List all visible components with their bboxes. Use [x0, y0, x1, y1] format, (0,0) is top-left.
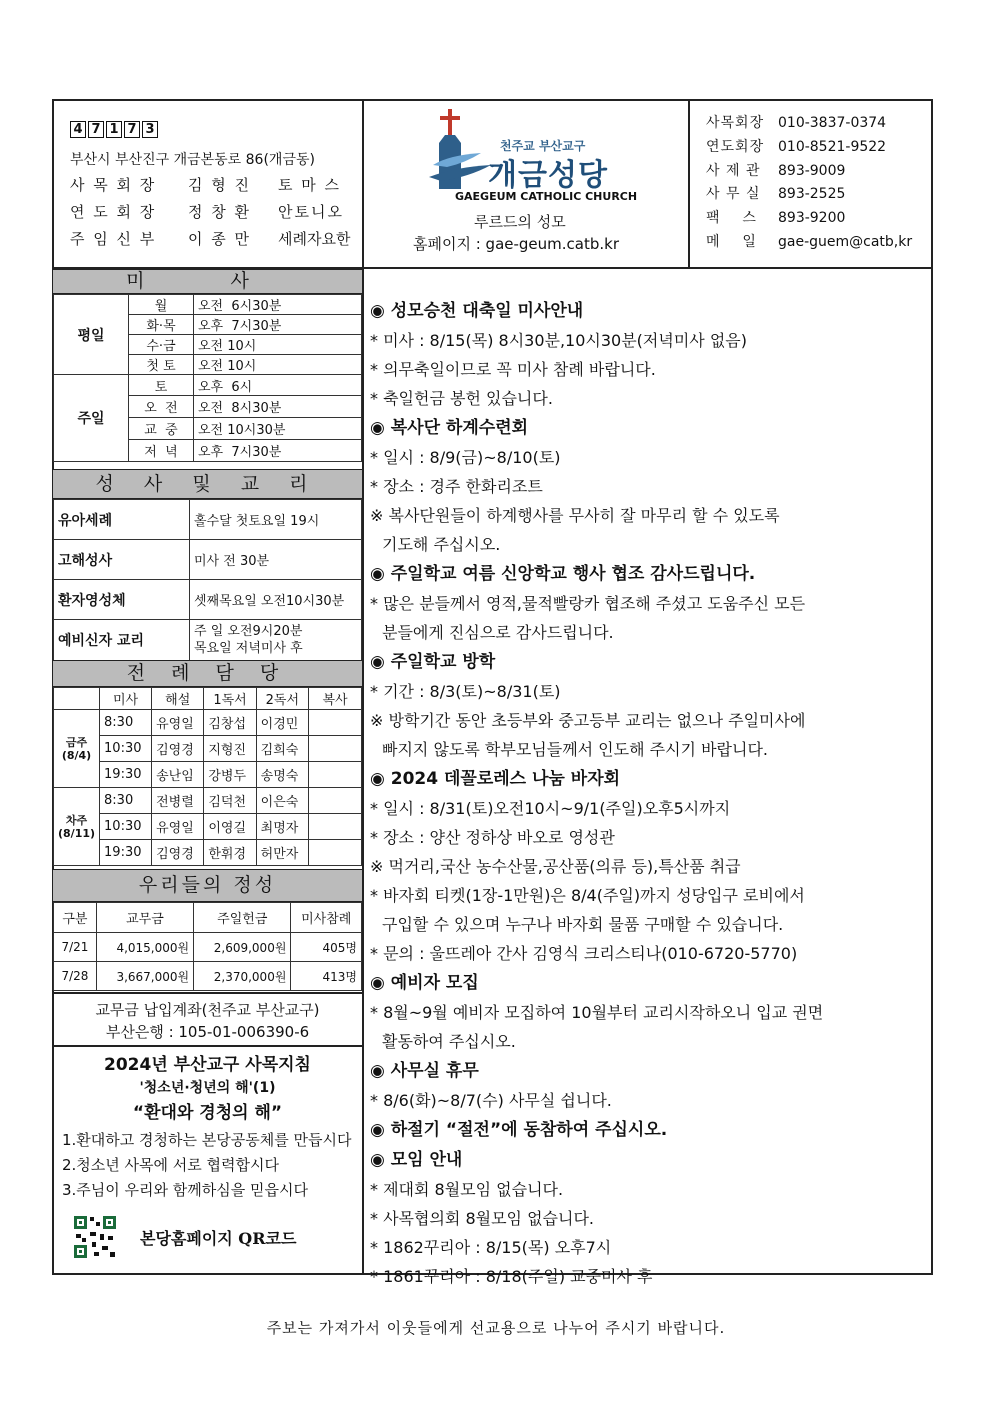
notice-line: * 일시 : 8/31(토)오전10시~9/1(주일)오후5시까지	[370, 799, 731, 818]
column-divider-left	[362, 99, 364, 1275]
notice-line: * 의무축일이므로 꼭 미사 참례 바랍니다.	[370, 360, 656, 379]
notice-line: * 많은 분들께서 영적,물적빨랑카 협조해 주셨고 도움주신 모든	[370, 594, 806, 613]
notice-line: ※ 복사단원들이 하계행사를 무사히 잘 마무리 할 수 있도록	[370, 506, 780, 525]
table-row: 7/28 3,667,000원 2,370,000원 413명	[54, 962, 362, 991]
homepage: 홈페이지 : gae-geum.catb.kr	[413, 235, 620, 253]
notice-heading: ◉ 성모승천 대축일 미사안내	[370, 301, 584, 321]
offerings-title: 우리들의 정성	[53, 869, 362, 902]
notice-line: 분들에게 진심으로 감사드립니다.	[382, 623, 614, 642]
account-bottom-line	[53, 1045, 362, 1047]
contact-row: 메 일 gae-guem@catb,kr	[706, 233, 913, 250]
notice-heading: ◉ 모임 안내	[370, 1150, 463, 1170]
notice-line: * 축일헌금 봉헌 있습니다.	[370, 389, 553, 408]
table-row: 10:30 유영일 이영길 최명자	[54, 814, 362, 840]
column-divider-right	[688, 99, 690, 267]
notice-heading: ◉ 주일학교 방학	[370, 652, 496, 672]
officer-row: 사 목 회 장 김 형 진 토 마 스	[70, 176, 342, 194]
officer-row: 연 도 회 장 정 창 환 안토니오	[70, 203, 344, 221]
notice-heading: ◉ 예비자 모집	[370, 973, 479, 993]
notice-heading: ◉ 하절기 “절전”에 동참하여 주십시오.	[370, 1120, 668, 1140]
notice-line: * 사목협의회 8월모임 없습니다.	[370, 1209, 594, 1228]
patron: 루르드의 성모	[474, 213, 566, 231]
contact-row: 사목회장 010-3837-0374	[706, 115, 887, 131]
footer-note: 주보는 가져가서 이웃들에게 선교용으로 나누어 주시기 바랍니다.	[266, 1319, 726, 1337]
sacraments-table: 유아세례 홀수달 첫토요일 19시 고해성사 미사 전 30분 환자영성체 셋째목요일 오전10시30분 예비신자 교리 주 일 오전9시20분 목요일 저녁미사 후	[53, 499, 362, 661]
mass-table: 평일 월 오전 6시30분 화·목 오후 7시30분 수·금 오전 10시 첫 토 오전 10시 주일 토 오후 6시 오 전 오전 8시30분 교 중 오전 10시30분 저 녁 오후 7시30분	[53, 294, 362, 462]
officer-row: 주 임 신 부 이 종 만 세례자요한	[70, 230, 351, 248]
diocese-name: 천주교 부산교구	[500, 139, 586, 153]
notice-line: * 1862꾸리아 : 8/15(목) 오후7시	[370, 1238, 612, 1257]
table-row: 금주(8/4) 8:30 유영일 김창섭 이경민	[54, 710, 362, 736]
liturgy-table: 미사 해설 1독서 2독서 복사 금주(8/4) 8:30 유영일 김창섭 이경민 10:30 김영경 지형진 김희숙 19:30 송난임 강병두 송명숙 차주(8/11) 8:30 전병렬 김덕천 이은숙 10:30 유영일 이영길 최명자 19:30 김영경 한휘경 허만자	[53, 687, 362, 866]
church-logo-icon	[425, 105, 495, 200]
notice-line: * 미사 : 8/15(목) 8시30분,10시30분(저녁미사 없음)	[370, 331, 747, 350]
notice-heading: ◉ 사무실 휴무	[370, 1061, 479, 1081]
zip-code: 4 7 1 7 3	[70, 121, 158, 138]
sacraments-title: 성 사 및 교 리	[53, 469, 362, 499]
guideline-items: 1.환대하고 경청하는 본당공동체를 만듭시다 2.청소년 사목에 서로 협력합시다 3.주님이 우리와 함께하심을 믿읍시다	[62, 1131, 352, 1199]
liturgy-title: 전 례 담 당	[53, 660, 362, 687]
notice-heading: ◉ 주일학교 여름 신앙학교 행사 협조 감사드립니다.	[370, 564, 756, 584]
account-info: 교무금 납입계좌(천주교 부산교구) 부산은행 : 105-01-006390-6	[95, 1001, 320, 1041]
notice-line: 기도해 주십시오.	[382, 535, 501, 554]
contact-row: 사 제 관 893-9009	[706, 162, 846, 179]
notice-line: * 바자회 티켓(1장-1만원)은 8/4(주일)까지 성당입구 로비에서	[370, 886, 805, 905]
notice-line: * 8월~9월 예비자 모집하여 10월부터 교리시작하오니 입교 권면	[370, 1003, 824, 1022]
table-row: 19:30 김영경 한휘경 허만자	[54, 840, 362, 866]
notice-line: ※ 먹거리,국산 농수산물,공산품(의류 등),특산품 취급	[370, 857, 741, 876]
notice-line: 빠지지 않도록 학부모님들께서 인도해 주시기 바랍니다.	[382, 740, 769, 759]
offerings-table: 구분 교무금 주일헌금 미사참례 7/21 4,015,000원 2,609,000원 405명 7/28 3,667,000원 2,370,000원 413명	[53, 902, 362, 991]
officer-list	[70, 174, 355, 255]
contact-row: 연도회장 010-8521-9522	[706, 138, 887, 155]
table-row: 차주(8/11) 8:30 전병렬 김덕천 이은숙	[54, 788, 362, 814]
qr-code-icon[interactable]	[72, 1214, 118, 1260]
notice-line: * 기간 : 8/3(토)~8/31(토)	[370, 682, 561, 701]
church-name: 개금성당	[488, 158, 608, 193]
contact-list	[706, 112, 912, 255]
notice-line: * 일시 : 8/9(금)~8/10(토)	[370, 448, 561, 467]
notice-line: ※ 방학기간 동안 초등부와 중고등부 교리는 없으나 주일미사에	[370, 711, 806, 730]
notice-line: * 문의 : 울뜨레아 간사 김영식 크리스티나(010-6720-5770)	[370, 944, 798, 963]
contact-row: 사 무 실 893-2525	[706, 186, 846, 203]
contact-row: 팩 스 893-9200	[706, 210, 846, 227]
notice-line: 구입할 수 있으며 누구나 바자회 물품 구매할 수 있습니다.	[382, 915, 784, 934]
guideline-box: 2024년 부산교구 사목지침 '청소년·청년의 해'(1) “환대와 경청의 해”	[104, 1055, 311, 1123]
notice-heading: ◉ 복사단 하계수련회	[370, 418, 529, 438]
church-english-name: GAEGEUM CATHOLIC CHURCH	[455, 190, 638, 203]
table-row: 7/21 4,015,000원 2,609,000원 405명	[54, 933, 362, 962]
notice-line: 활동하여 주십시오.	[382, 1032, 516, 1051]
notice-line: * 장소 : 양산 정하상 바오로 영성관	[370, 828, 615, 847]
notices	[370, 296, 928, 1291]
notice-line: * 제대회 8월모임 없습니다.	[370, 1180, 564, 1199]
notice-line: * 장소 : 경주 한화리조트	[370, 477, 543, 496]
notice-line: * 1861꾸리아 : 8/18(주일) 교중미사 후	[370, 1267, 653, 1286]
notice-heading: ◉ 2024 데꼴로레스 나눔 바자회	[370, 769, 621, 789]
table-row: 19:30 송난임 강병두 송명숙	[54, 762, 362, 788]
mass-title: 미 사	[53, 269, 362, 294]
address: 부산시 부산진구 개금본동로 86(개금동)	[70, 152, 315, 168]
table-row: 10:30 김영경 지형진 김희숙	[54, 736, 362, 762]
notice-line: * 8/6(화)~8/7(수) 사무실 쉽니다.	[370, 1091, 612, 1110]
qr-label: 본당홈페이지 QR코드	[140, 1229, 297, 1248]
account-top-line	[53, 992, 362, 994]
